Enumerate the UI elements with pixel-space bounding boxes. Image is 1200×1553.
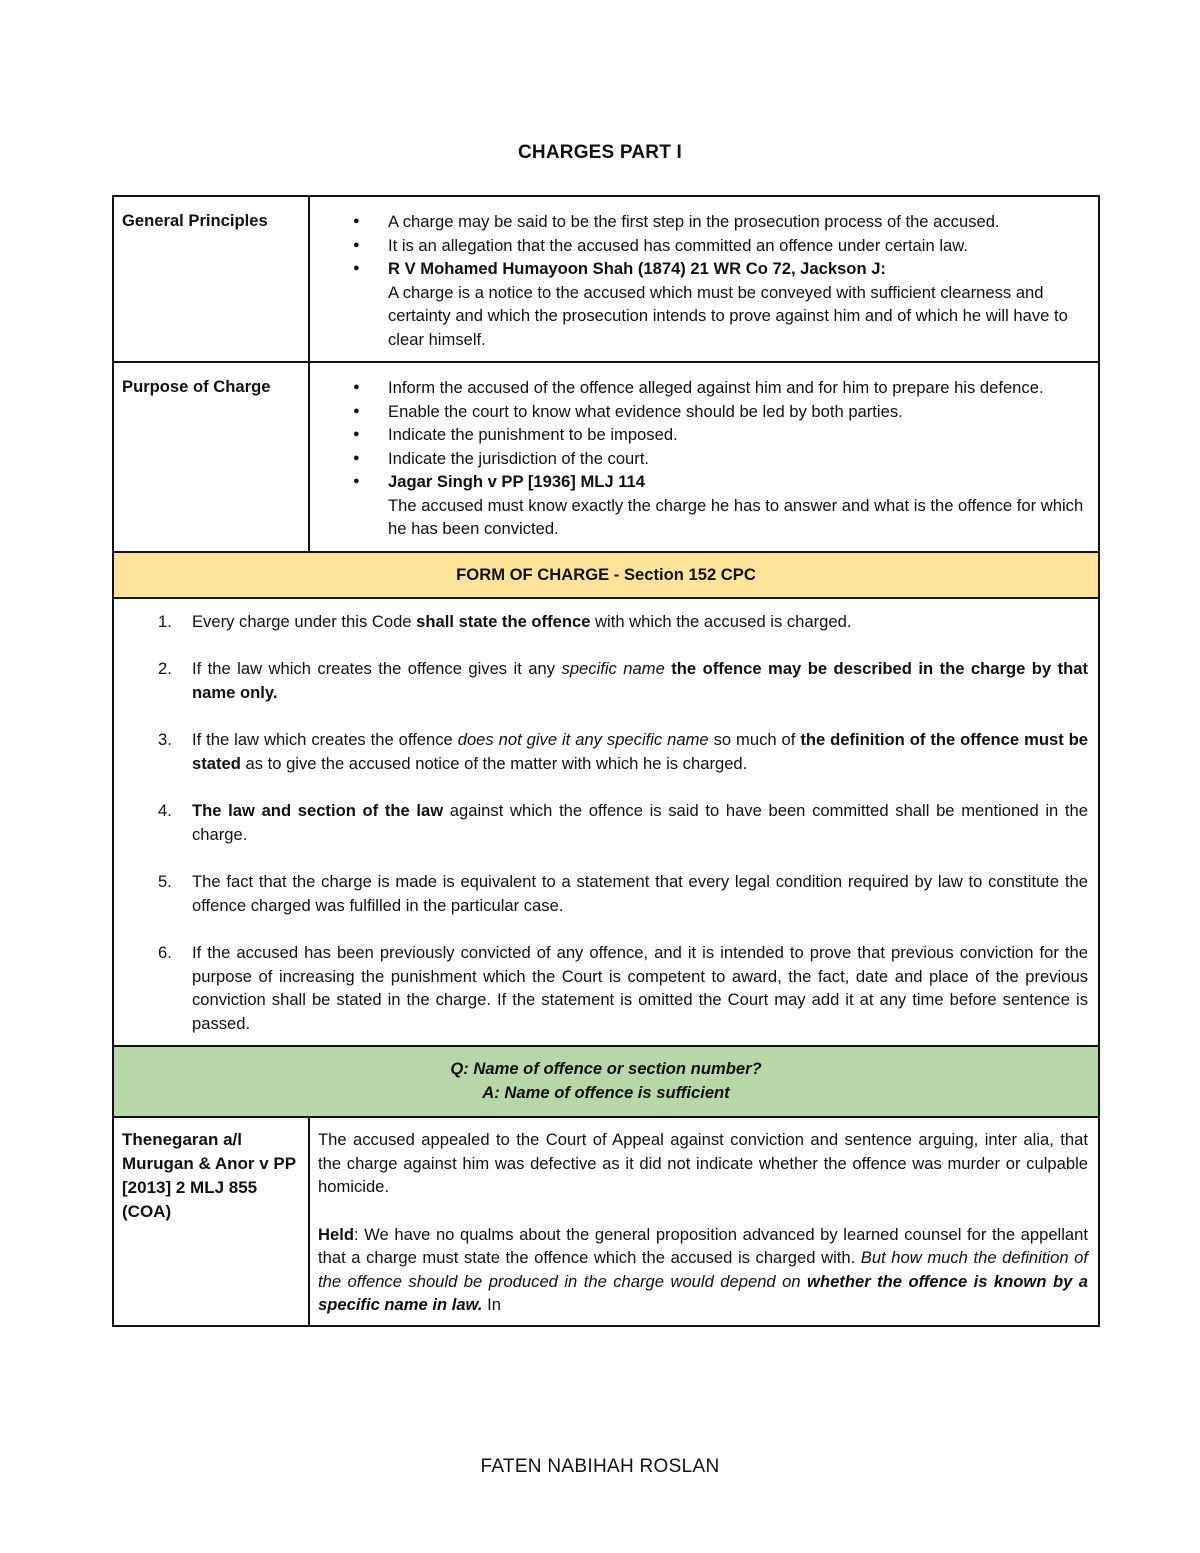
row-label-cell <box>113 362 309 552</box>
general-principles-label: General Principles <box>122 211 268 230</box>
bullet-item <box>388 257 1088 351</box>
qa-header <box>113 1046 1099 1117</box>
rule-item: 5. The fact that the charge is made is equivalent to a statement that every legal condition required by law to constitute the offence charged was fulfilled in the particular case. <box>158 872 1088 915</box>
row-label-cell <box>113 196 309 362</box>
page-title: CHARGES PART I <box>518 142 682 163</box>
bullet-item: ● A charge may be said to be the first step in the prosecution process of the accused. <box>388 210 1088 234</box>
purpose-label: Purpose of Charge <box>122 377 271 396</box>
qa-answer: A: Name of offence is sufficient <box>482 1082 730 1102</box>
case-content <box>309 1117 1099 1326</box>
general-principles-content <box>309 196 1099 362</box>
numbered-list <box>114 599 1098 1046</box>
general-principles-row <box>113 196 1099 362</box>
case-citation: R V Mohamed Humayoon Shah (1874) 21 WR Co 72, Jackson J: <box>388 259 886 278</box>
bullet-list <box>310 363 1098 551</box>
bullet-item: ● It is an allegation that the accused has committed an offence under certain law. <box>388 234 1088 258</box>
case-held: Held: We have no qualms about the general proposition advanced by learned counsel for the appellant that a charge must state the offence which the accused is charged with. But how much the definition of the offence should be produced in the charge would depend on whether the offence is known by a specific name in law. In <box>318 1224 1088 1314</box>
qa-header-row <box>113 1046 1099 1117</box>
case-summary: The accused must know exactly the charge he has to answer and what is the offence for which he has been convicted. <box>388 495 1084 538</box>
footer-author: FATEN NABIHAH ROSLAN <box>480 1456 720 1477</box>
purpose-content <box>309 362 1099 552</box>
rule-item: 4. The law and section of the law against which the offence is said to have been committed shall be mentioned in the charge. <box>158 801 1088 844</box>
notes-table <box>112 195 1100 1327</box>
rules-row <box>113 598 1099 1047</box>
qa-question: Q: Name of offence or section number? <box>450 1059 762 1078</box>
rules-content <box>113 598 1099 1047</box>
row-label-cell <box>113 1117 309 1326</box>
bullet-item: ● Indicate the jurisdiction of the court. <box>388 447 1088 471</box>
rule-item: 6. If the accused has been previously convicted of any offence, and it is intended to prove that previous conviction for the purpose of increasing the punishment which the Court is competent to award, the fact, date and place of the previous conviction shall be stated in the charge. If the statement is omitted the Court may add it at any time before sentence is passed. <box>158 943 1088 1033</box>
bullet-item: ● Indicate the punishment to be imposed. <box>388 423 1088 447</box>
rule-item: 2. If the law which creates the offence gives it any specific name the offence may be described in the charge by that name only. <box>158 659 1089 702</box>
case-name-label: Thenegaran a/l Murugan & Anor v PP [2013] 2 MLJ 855 (COA) <box>122 1130 296 1221</box>
bullet-item: ● Inform the accused of the offence alleged against him and for him to prepare his defence. <box>388 376 1088 400</box>
form-of-charge-header-row <box>113 552 1099 598</box>
bullet-item: ● Enable the court to know what evidence should be led by both parties. <box>388 400 1088 424</box>
case-row <box>113 1117 1099 1326</box>
rule-item: 3. If the law which creates the offence does not give it any specific name so much of the definition of the offence must be stated as to give the accused notice of the matter with which he is charged. <box>158 730 1089 773</box>
rule-item: 1. Every charge under this Code shall state the offence with which the accused is charged. <box>158 611 852 631</box>
case-facts: The accused appealed to the Court of Appeal against conviction and sentence arguing, inter alia, that the charge against him was defective as it did not indicate whether the offence was murder or culpable homicide. <box>318 1130 1088 1196</box>
bullet-item <box>388 470 1088 541</box>
bullet-list <box>310 197 1098 361</box>
form-of-charge-header: FORM OF CHARGE - Section 152 CPC <box>113 552 1099 598</box>
case-summary: A charge is a notice to the accused which must be conveyed with sufficient clearness and certainty and which the prosecution intends to prove against him and of which he will have to clear himself. <box>388 282 1068 349</box>
case-citation: Jagar Singh v PP [1936] MLJ 114 <box>388 472 646 491</box>
purpose-row <box>113 362 1099 552</box>
